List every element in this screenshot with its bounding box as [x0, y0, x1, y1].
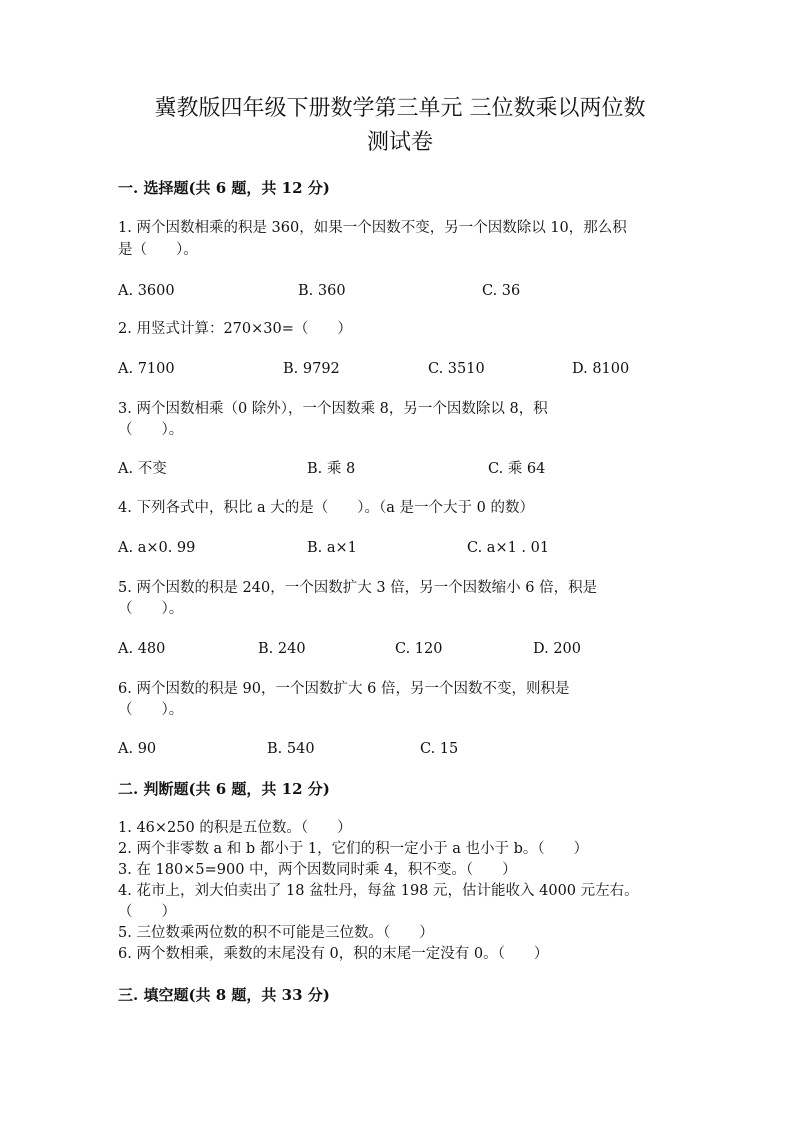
answer-option: B. 240 — [258, 641, 306, 657]
page-title — [100, 92, 700, 160]
answer-option: B. a×1 — [307, 540, 357, 556]
title-line-2: 测试卷 — [366, 130, 433, 155]
answer-option: C. a×1 . 01 — [467, 540, 550, 556]
question-stem: （ ）。 — [118, 601, 184, 617]
section-heading-true-false: 二. 判断题(共 6 题，共 12 分) — [118, 780, 330, 798]
answer-option: A. 7100 — [118, 361, 175, 377]
answer-option: A. 480 — [118, 641, 166, 657]
question-stem: 4. 下列各式中，积比 a 大的是（ ）。（a 是一个大于 0 的数） — [118, 500, 535, 516]
question-stem: 5. 两个因数的积是 240，一个因数扩大 3 倍，另一个因数缩小 6 倍，积是 — [118, 580, 598, 596]
answer-option: B. 360 — [298, 283, 346, 299]
judgement-item: 5. 三位数乘两位数的积不可能是三位数。（ ） — [118, 925, 434, 941]
question-stem: 2. 用竖式计算：270×30=（ ） — [118, 321, 352, 337]
answer-option: D. 200 — [533, 641, 582, 657]
judgement-item: 1. 46×250 的积是五位数。（ ） — [118, 820, 352, 836]
judgement-item: 6. 两个数相乘，乘数的末尾没有 0，积的末尾一定没有 0。（ ） — [118, 946, 549, 962]
section-heading-choice: 一. 选择题(共 6 题，共 12 分) — [118, 179, 330, 197]
answer-option: A. 3600 — [118, 283, 175, 299]
question-stem: （ ）。 — [118, 422, 184, 438]
answer-option: A. a×0. 99 — [118, 540, 196, 556]
judgement-item: 4. 花市上，刘大伯卖出了 18 盆牡丹，每盆 198 元，估计能收入 4000 元左右。 — [118, 883, 639, 899]
answer-option: A. 不变 — [118, 461, 167, 477]
question-stem: 是（ ）。 — [118, 242, 198, 258]
answer-option: D. 8100 — [572, 361, 630, 377]
judgement-item: 3. 在 180×5=900 中，两个因数同时乘 4，积不变。（ ） — [118, 862, 517, 878]
answer-option: B. 540 — [267, 741, 315, 757]
question-stem: 6. 两个因数的积是 90，一个因数扩大 6 倍，另一个因数不变，则积是 — [118, 681, 570, 697]
answer-option: A. 90 — [118, 741, 157, 757]
answer-option: C. 36 — [482, 283, 521, 299]
answer-option: C. 15 — [420, 741, 459, 757]
answer-option: B. 乘 8 — [307, 461, 356, 477]
answer-option: B. 9792 — [283, 361, 340, 377]
answer-option: C. 乘 64 — [488, 461, 546, 477]
section-heading-fill-in: 三. 填空题(共 8 题，共 33 分) — [118, 986, 330, 1004]
judgement-item: 2. 两个非零数 a 和 b 都小于 1，它们的积一定小于 a 也小于 b。（ ） — [118, 841, 589, 857]
answer-option: C. 120 — [395, 641, 443, 657]
question-stem: 3. 两个因数相乘（0 除外），一个因数乘 8，另一个因数除以 8，积 — [118, 401, 548, 417]
question-stem: （ ）。 — [118, 702, 184, 718]
question-stem: 1. 两个因数相乘的积是 360，如果一个因数不变，另一个因数除以 10，那么积 — [118, 220, 627, 236]
judgement-item: （ ） — [118, 904, 176, 920]
title-line-1: 冀教版四年级下册数学第三单元 三位数乘以两位数 — [154, 96, 646, 121]
answer-option: C. 3510 — [428, 361, 485, 377]
